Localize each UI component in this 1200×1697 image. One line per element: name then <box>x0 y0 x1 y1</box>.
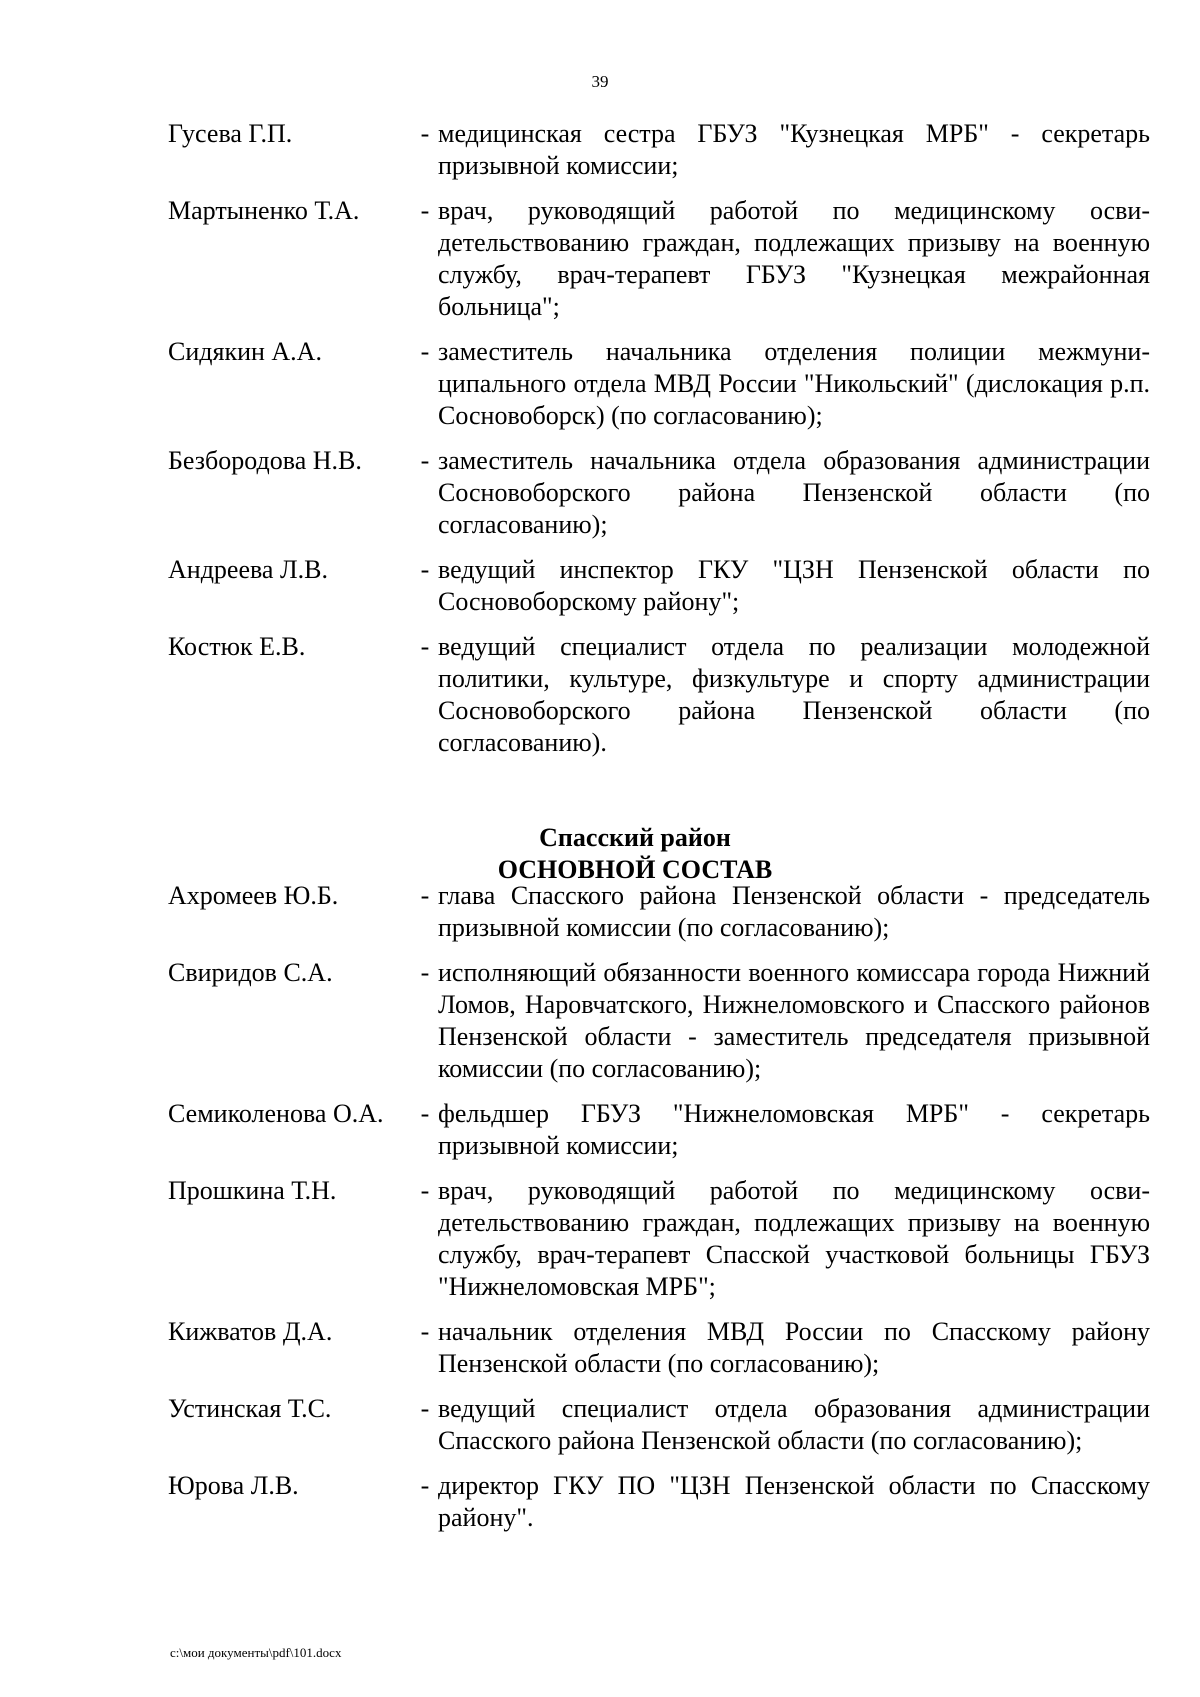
entry-dash: - <box>420 1471 430 1500</box>
section-subtitle: ОСНОВНОЙ СОСТАВ <box>497 855 773 884</box>
member-name: Гусева Г.П. <box>168 119 293 148</box>
entry-dash: - <box>420 1099 430 1128</box>
member-name: Сидякин А.А. <box>168 337 322 366</box>
member-entry <box>0 1175 1200 1303</box>
member-name: Кижватов Д.А. <box>168 1317 333 1346</box>
member-name: Мартыненко Т.А. <box>168 196 360 225</box>
member-description: заместитель начальника отдела образования администрации Сосновоборского района Пензенской области (по согласованию); <box>438 446 1150 539</box>
footer-file-path: c:\мои документы\pdf\101.docx <box>170 1645 342 1660</box>
member-description: врач, руководящий работой по медицинскому осви-детельствованию граждан, подлежащих призыву на военную службу, врач-терапевт Спасской участковой больницы ГБУЗ "Нижнеломовская МРБ"; <box>438 1176 1150 1301</box>
entry-dash: - <box>420 196 430 225</box>
member-name: Безбородова Н.В. <box>168 446 362 475</box>
entry-dash: - <box>420 446 430 475</box>
member-description: начальник отделения МВД России по Спасскому району Пензенской области (по согласованию); <box>438 1317 1150 1378</box>
entry-dash: - <box>420 632 430 661</box>
member-entry <box>0 336 1200 432</box>
section-heading <box>0 822 1200 886</box>
member-name: Андреева Л.В. <box>168 555 328 584</box>
member-name: Свиридов С.А. <box>168 958 333 987</box>
entry-dash: - <box>420 1317 430 1346</box>
entry-dash: - <box>420 881 430 910</box>
member-name: Костюк Е.В. <box>168 632 306 661</box>
entry-dash: - <box>420 555 430 584</box>
member-name: Юрова Л.В. <box>168 1471 299 1500</box>
entry-dash: - <box>420 958 430 987</box>
member-entry <box>0 1470 1200 1534</box>
member-entry <box>0 195 1200 323</box>
member-entry <box>0 880 1200 944</box>
member-entry <box>0 554 1200 618</box>
member-description: директор ГКУ ПО "ЦЗН Пензенской области по Спасскому району". <box>438 1471 1150 1532</box>
section-title: Спасский район <box>539 823 731 852</box>
member-description: исполняющий обязанности военного комиссара города Нижний Ломов, Наровчатского, Нижнеломовского и Спасского районов Пензенской области - заместитель председателя призывной комиссии (по согласованию); <box>438 958 1150 1083</box>
member-description: ведущий инспектор ГКУ "ЦЗН Пензенской области по Сосновоборскому району"; <box>438 555 1150 616</box>
entry-dash: - <box>420 1394 430 1423</box>
entry-dash: - <box>420 119 430 148</box>
member-entry <box>0 957 1200 1085</box>
bottom-member-list <box>0 880 1200 1547</box>
top-member-list <box>0 118 1200 772</box>
member-description: глава Спасского района Пензенской области - председатель призывной комиссии (по согласованию); <box>438 881 1150 942</box>
member-description: медицинская сестра ГБУЗ "Кузнецкая МРБ" - секретарь призывной комиссии; <box>438 119 1150 180</box>
member-name: Ахромеев Ю.Б. <box>168 881 339 910</box>
entry-dash: - <box>420 337 430 366</box>
member-entry <box>0 118 1200 182</box>
page-number: 39 <box>591 72 609 91</box>
member-entry <box>0 1393 1200 1457</box>
member-name: Семиколенова О.А. <box>168 1099 384 1128</box>
member-description: заместитель начальника отделения полиции межмуни-ципального отдела МВД России "Никольский" (дислокация р.п. Сосновоборск) (по согласованию); <box>438 337 1150 430</box>
member-description: фельдшер ГБУЗ "Нижнеломовская МРБ" - секретарь призывной комиссии; <box>438 1099 1150 1160</box>
member-description: врач, руководящий работой по медицинскому осви-детельствованию граждан, подлежащих призыву на военную службу, врач-терапевт ГБУЗ "Кузнецкая межрайонная больница"; <box>438 196 1150 321</box>
member-entry <box>0 1316 1200 1380</box>
member-description: ведущий специалист отдела образования администрации Спасского района Пензенской области (по согласованию); <box>438 1394 1150 1455</box>
member-name: Прошкина Т.Н. <box>168 1176 337 1205</box>
member-entry <box>0 445 1200 541</box>
member-entry <box>0 1098 1200 1162</box>
member-name: Устинская Т.С. <box>168 1394 332 1423</box>
entry-dash: - <box>420 1176 430 1205</box>
member-description: ведущий специалист отдела по реализации молодежной политики, культуре, физкультуре и спорту администрации Сосновоборского района Пензенской области (по согласованию). <box>438 632 1150 757</box>
member-entry <box>0 631 1200 759</box>
